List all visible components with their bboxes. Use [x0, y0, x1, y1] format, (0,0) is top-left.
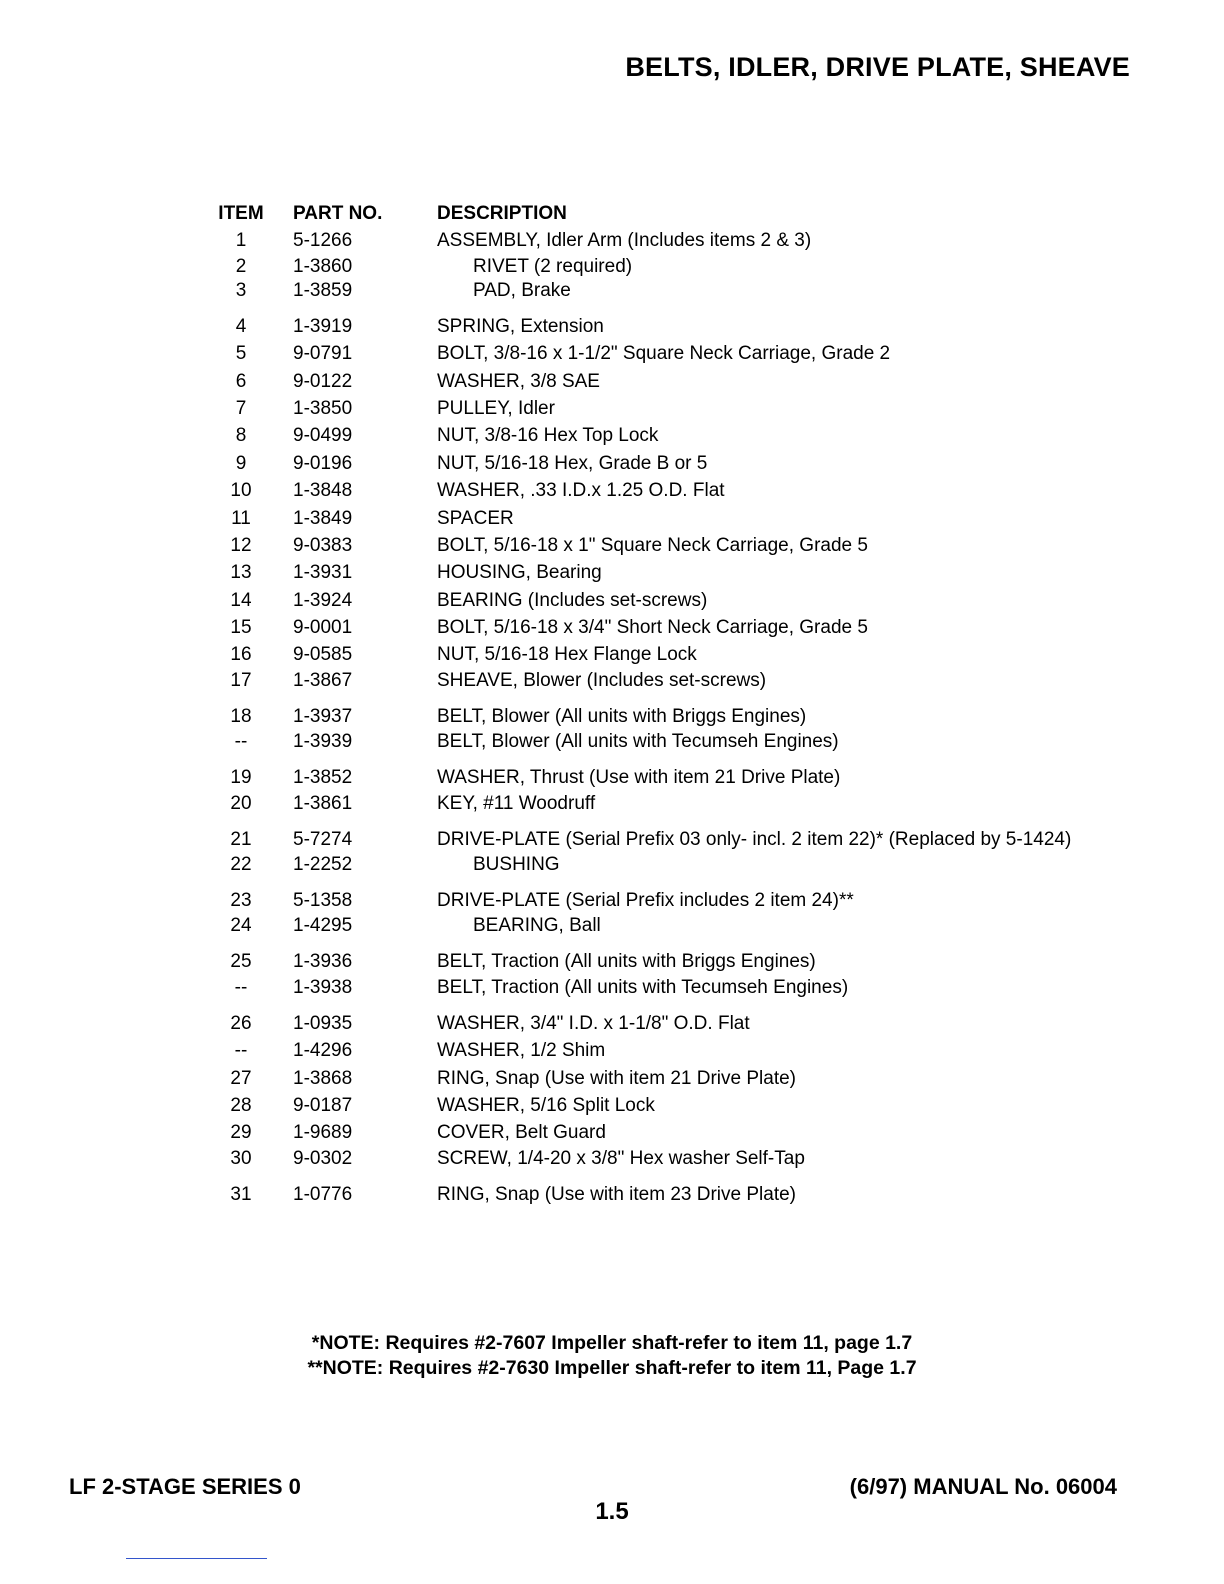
table-row [0, 279, 1224, 303]
page-number: 1.5 [595, 1498, 629, 1525]
part-description: RIVET (2 required) [473, 255, 633, 277]
header-item: ITEM [218, 203, 264, 224]
table-row [0, 853, 1224, 877]
item-number: 29 [230, 1122, 252, 1144]
part-number: 1-3850 [293, 397, 353, 419]
part-number: 1-3931 [293, 562, 353, 584]
table-row [0, 764, 1224, 791]
item-number: 9 [235, 452, 247, 474]
table-row [0, 1092, 1224, 1119]
part-number: 1-3852 [293, 767, 353, 789]
part-number: 5-7274 [293, 828, 353, 850]
note-1: *NOTE: Requires #2-7607 Impeller shaft-refer to item 11, page 1.7 [311, 1332, 913, 1354]
part-number: 1-3867 [293, 669, 353, 691]
part-description: WASHER, Thrust (Use with item 21 Drive Plate) [437, 767, 841, 789]
item-number: 8 [235, 425, 247, 447]
part-description: WASHER, 3/4" I.D. x 1-1/8" O.D. Flat [437, 1012, 750, 1034]
item-number: 21 [230, 828, 252, 850]
item-number: 13 [230, 562, 252, 584]
table-row [0, 614, 1224, 641]
part-description: NUT, 3/8-16 Hex Top Lock [437, 425, 659, 447]
item-number: 24 [230, 915, 252, 937]
part-description: NUT, 5/16-18 Hex Flange Lock [437, 644, 697, 666]
item-number: 16 [230, 644, 252, 666]
item-number: 23 [230, 890, 252, 912]
part-description: WASHER, 1/2 Shim [437, 1040, 606, 1062]
table-row [0, 914, 1224, 938]
part-number: 9-0001 [293, 617, 353, 639]
part-number: 1-3919 [293, 315, 353, 337]
item-number: 31 [230, 1183, 252, 1205]
part-number: 9-0383 [293, 534, 353, 556]
decorative-line [126, 1558, 267, 1559]
part-number: 1-0776 [293, 1183, 353, 1205]
parts-table [0, 200, 1224, 1208]
item-number: -- [234, 976, 248, 998]
table-row [0, 422, 1224, 449]
item-number: 25 [230, 951, 252, 973]
part-number: 5-1358 [293, 890, 353, 912]
table-row [0, 395, 1224, 422]
item-number: 6 [235, 370, 247, 392]
item-number: 28 [230, 1094, 252, 1116]
part-number: 1-4295 [293, 915, 353, 937]
item-number: 1 [235, 230, 247, 252]
part-number: 1-3849 [293, 507, 353, 529]
table-row [0, 1010, 1224, 1037]
table-row [0, 1037, 1224, 1064]
part-number: 9-0196 [293, 452, 353, 474]
part-description: WASHER, 5/16 Split Lock [437, 1094, 655, 1116]
table-row [0, 368, 1224, 395]
part-number: 1-3861 [293, 792, 353, 814]
item-number: 7 [235, 397, 247, 419]
part-number: 1-3937 [293, 705, 353, 727]
part-description: WASHER, .33 I.D.x 1.25 O.D. Flat [437, 480, 725, 502]
table-row [0, 450, 1224, 477]
header-part-no: PART NO. [293, 203, 383, 224]
notes [0, 1331, 1224, 1381]
item-number: 15 [230, 617, 252, 639]
item-number: 3 [235, 279, 247, 301]
part-description: RING, Snap (Use with item 21 Drive Plate) [437, 1067, 797, 1089]
table-row [0, 532, 1224, 559]
part-number: 9-0585 [293, 644, 353, 666]
part-description: BELT, Blower (All units with Tecumseh Engines) [437, 731, 839, 753]
table-row [0, 669, 1224, 693]
item-number: 12 [230, 534, 252, 556]
item-number: 20 [230, 792, 252, 814]
part-description: BEARING (Includes set-screws) [437, 589, 708, 611]
part-description: NUT, 5/16-18 Hex, Grade B or 5 [437, 452, 708, 474]
part-description: RING, Snap (Use with item 23 Drive Plate) [437, 1183, 797, 1205]
table-row [0, 730, 1224, 754]
footer-manual: (6/97) MANUAL No. 06004 [849, 1474, 1117, 1499]
part-description: KEY, #11 Woodruff [437, 792, 596, 814]
table-row [0, 703, 1224, 730]
table-row [0, 505, 1224, 532]
table-row [0, 1119, 1224, 1146]
table-row [0, 948, 1224, 975]
item-number: 19 [230, 767, 252, 789]
part-number: 1-9689 [293, 1122, 353, 1144]
part-number: 9-0791 [293, 343, 353, 365]
part-description: WASHER, 3/8 SAE [437, 370, 600, 392]
item-number: 11 [231, 507, 251, 529]
part-description: SPRING, Extension [437, 315, 604, 337]
part-number: 1-3936 [293, 951, 353, 973]
item-number: 17 [230, 669, 252, 691]
table-body [0, 227, 1224, 1208]
part-description: SHEAVE, Blower (Includes set-screws) [437, 669, 767, 691]
part-description: DRIVE-PLATE (Serial Prefix includes 2 item 24)** [437, 890, 854, 912]
part-description: BUSHING [473, 854, 560, 876]
part-number: 9-0187 [293, 1094, 353, 1116]
table-row [0, 887, 1224, 914]
part-description: BELT, Traction (All units with Briggs Engines) [437, 951, 816, 973]
part-number: 1-3848 [293, 480, 353, 502]
item-number: 30 [230, 1147, 252, 1169]
part-description: PULLEY, Idler [437, 397, 555, 419]
table-row [0, 227, 1224, 254]
table-row [0, 976, 1224, 1000]
part-description: BOLT, 5/16-18 x 1" Square Neck Carriage, Grade 5 [437, 534, 868, 556]
part-number: 1-4296 [293, 1040, 353, 1062]
footer-series: LF 2-STAGE SERIES 0 [69, 1474, 301, 1499]
table-row [0, 826, 1224, 853]
item-number: 26 [230, 1012, 252, 1034]
table-row [0, 1147, 1224, 1171]
table-row [0, 340, 1224, 367]
part-description: DRIVE-PLATE (Serial Prefix 03 only- incl. 2 item 22)* (Replaced by 5-1424) [437, 828, 1072, 850]
table-row [0, 641, 1224, 668]
header-description: DESCRIPTION [437, 203, 567, 224]
part-description: SCREW, 1/4-20 x 3/8" Hex washer Self-Tap [437, 1147, 805, 1169]
table-row [0, 255, 1224, 279]
part-number: 1-3860 [293, 255, 353, 277]
table-row [0, 1065, 1224, 1092]
table-row [0, 477, 1224, 504]
part-number: 1-3924 [293, 589, 353, 611]
part-description: SPACER [437, 507, 514, 529]
part-number: 9-0302 [293, 1147, 353, 1169]
table-row [0, 587, 1224, 614]
item-number: -- [234, 1040, 248, 1062]
part-number: 1-3939 [293, 731, 353, 753]
part-number: 1-3859 [293, 279, 353, 301]
table-row [0, 792, 1224, 816]
part-description: PAD, Brake [473, 279, 571, 301]
part-number: 9-0122 [293, 370, 353, 392]
table-row [0, 1181, 1224, 1208]
part-number: 5-1266 [293, 230, 353, 252]
page-title: BELTS, IDLER, DRIVE PLATE, SHEAVE [625, 52, 1130, 82]
table-row [0, 559, 1224, 586]
part-number: 1-3938 [293, 976, 353, 998]
part-number: 1-3868 [293, 1067, 353, 1089]
part-number: 1-0935 [293, 1012, 353, 1034]
item-number: 22 [230, 854, 252, 876]
table-header [0, 200, 1224, 227]
table-row [0, 313, 1224, 340]
part-number: 1-2252 [293, 854, 353, 876]
item-number: 27 [230, 1067, 252, 1089]
part-number: 9-0499 [293, 425, 353, 447]
part-description: BEARING, Ball [473, 915, 601, 937]
item-number: 4 [235, 315, 247, 337]
part-description: BOLT, 5/16-18 x 3/4" Short Neck Carriage, Grade 5 [437, 617, 868, 639]
part-description: BELT, Traction (All units with Tecumseh Engines) [437, 976, 849, 998]
item-number: 5 [235, 343, 247, 365]
part-description: BELT, Blower (All units with Briggs Engines) [437, 705, 807, 727]
item-number: 18 [230, 705, 252, 727]
note-2: **NOTE: Requires #2-7630 Impeller shaft-refer to item 11, Page 1.7 [307, 1357, 917, 1379]
part-description: HOUSING, Bearing [437, 562, 602, 584]
item-number: 2 [235, 255, 247, 277]
item-number: 10 [230, 480, 252, 502]
item-number: -- [234, 731, 248, 753]
part-description: ASSEMBLY, Idler Arm (Includes items 2 & 3) [437, 230, 812, 252]
part-description: BOLT, 3/8-16 x 1-1/2" Square Neck Carriage, Grade 2 [437, 343, 891, 365]
item-number: 14 [230, 589, 252, 611]
part-description: COVER, Belt Guard [437, 1122, 606, 1144]
